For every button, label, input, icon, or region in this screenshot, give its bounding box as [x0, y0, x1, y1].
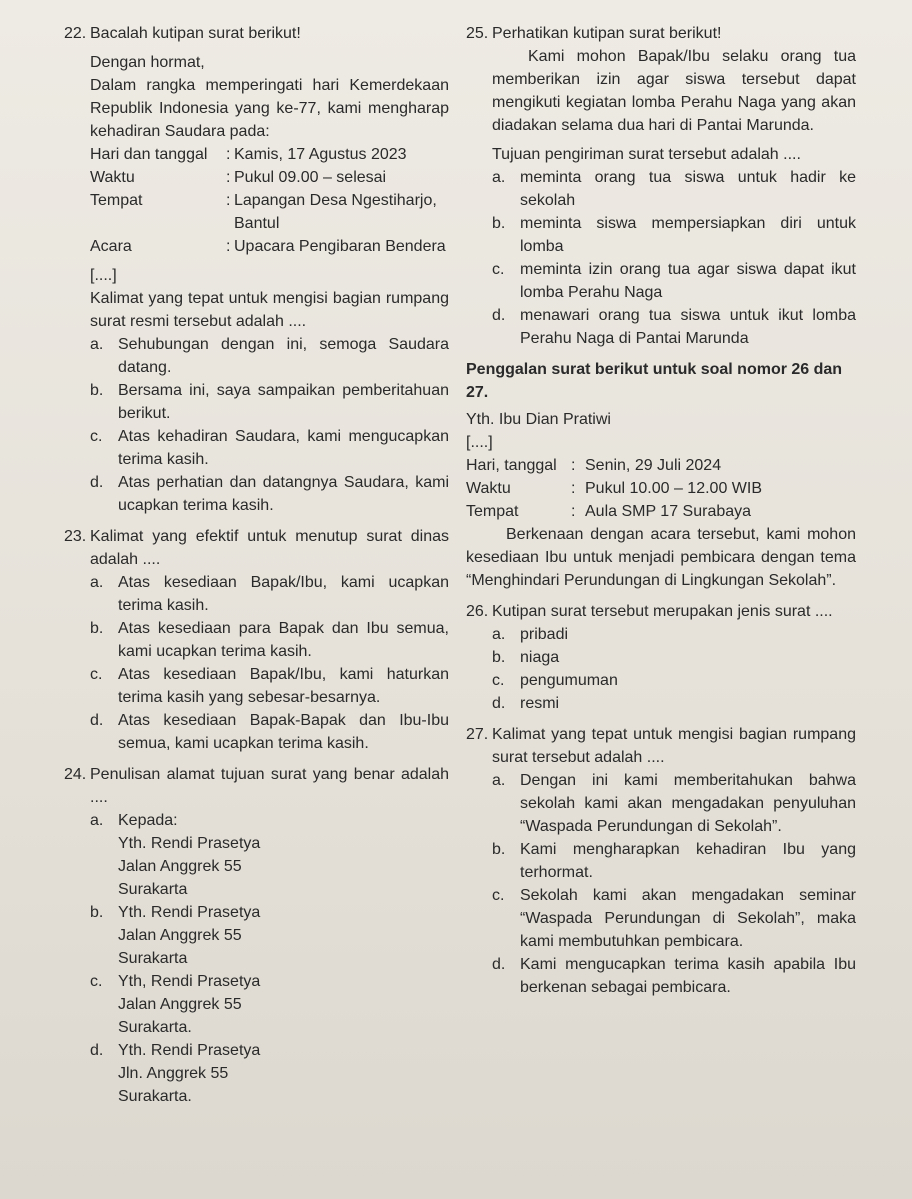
question-number: 26. — [466, 603, 489, 620]
letter-blank: [....] — [90, 267, 117, 284]
question-number: 22. — [64, 25, 87, 42]
passage-recipient: Yth. Ibu Dian Pratiwi — [466, 411, 611, 428]
letter-excerpt — [64, 51, 449, 333]
option-c[interactable]: c. Atas kehadiran Saudara, kami mengucapkan terima kasih. — [90, 428, 449, 468]
letter-row: Tempat : Lapangan Desa Ngestiharjo, Bantul — [90, 192, 437, 232]
address-block: Yth. Rendi Prasetya Jln. Anggrek 55 Surakarta. — [118, 1042, 261, 1105]
option-a[interactable]: a. Dengan ini kami memberitahukan bahwa sekolah kami akan mengadakan penyuluhan “Waspada Perundungan di Sekolah”. — [492, 772, 856, 835]
question-26 — [466, 600, 856, 715]
options — [64, 333, 449, 517]
question-27 — [466, 723, 856, 999]
passage-26-27 — [466, 358, 856, 592]
option-a[interactable]: a. Kepada: Yth. Rendi Prasetya Jalan Anggrek 55 Surakarta — [90, 809, 449, 901]
passage-row: Waktu : Pukul 10.00 – 12.00 WIB — [466, 480, 762, 497]
left-column — [64, 22, 449, 1108]
question-text: Penulisan alamat tujuan surat yang benar adalah .... — [90, 766, 449, 806]
question-prompt: Bacalah kutipan surat berikut! — [90, 25, 301, 42]
option-d[interactable]: d. Atas perhatian dan datangnya Saudara, kami ucapkan terima kasih. — [90, 474, 449, 514]
question-prompt: Perhatikan kutipan surat berikut! — [492, 25, 722, 42]
question-22 — [64, 22, 449, 517]
option-b[interactable]: b. Kami mengharapkan kehadiran Ibu yang terhormat. — [492, 841, 856, 881]
options — [64, 571, 449, 755]
option-c[interactable]: c. Sekolah kami akan mengadakan seminar “Waspada Perundungan di Sekolah”, maka kami membutuhkan pembicara. — [492, 887, 856, 950]
option-b[interactable]: b. Atas kesediaan para Bapak dan Ibu semua, kami ucapkan terima kasih. — [90, 620, 449, 660]
passage-row: Tempat : Aula SMP 17 Surabaya — [466, 503, 752, 520]
letter-row: Acara : Upacara Pengibaran Bendera — [90, 238, 446, 255]
address-block: Yth. Rendi Prasetya Jalan Anggrek 55 Surakarta — [118, 904, 261, 967]
option-c[interactable]: c. Atas kesediaan Bapak/Ibu, kami haturkan terima kasih yang sebesar-besarnya. — [90, 666, 449, 706]
address-block: Yth, Rendi Prasetya Jalan Anggrek 55 Surakarta. — [118, 973, 261, 1036]
option-d[interactable]: d. resmi — [492, 695, 560, 712]
passage-row: Hari, tanggal : Senin, 29 Juli 2024 — [466, 457, 722, 474]
question-text: Kalimat yang tepat untuk mengisi bagian rumpang surat tersebut adalah .... — [492, 726, 856, 766]
option-c[interactable]: c. Yth, Rendi Prasetya Jalan Anggrek 55 Surakarta. — [90, 970, 449, 1039]
question-text: Kutipan surat tersebut merupakan jenis surat .... — [492, 603, 833, 620]
address-block: Kepada: Yth. Rendi Prasetya Jalan Anggrek 55 Surakarta — [118, 812, 261, 898]
letter-body: Dalam rangka memperingati hari Kemerdekaan Republik Indonesia yang ke-77, kami mengharap kehadiran Saudara pada: — [90, 77, 449, 140]
option-a[interactable]: a. Sehubungan dengan ini, semoga Saudara datang. — [90, 336, 449, 376]
options — [466, 166, 856, 350]
options — [466, 769, 856, 999]
question-23 — [64, 525, 449, 755]
option-a[interactable]: a. Atas kesediaan Bapak/Ibu, kami ucapkan terima kasih. — [90, 574, 449, 614]
question-24 — [64, 763, 449, 1108]
option-d[interactable]: d. menawari orang tua siswa untuk ikut lomba Perahu Naga di Pantai Marunda — [492, 307, 856, 347]
right-column — [466, 22, 856, 999]
option-a[interactable]: a. meminta orang tua siswa untuk hadir ke sekolah — [492, 169, 856, 209]
letter-row: Hari dan tanggal : Kamis, 17 Agustus 2023 — [90, 146, 407, 163]
passage-title: Penggalan surat berikut untuk soal nomor 26 dan 27. — [466, 361, 843, 401]
question-number: 25. — [466, 25, 489, 42]
question-text: Kalimat yang efektif untuk menutup surat dinas adalah .... — [90, 528, 449, 568]
option-d[interactable]: d. Kami mengucapkan terima kasih apabila Ibu berkenan sebagai pembicara. — [492, 956, 856, 996]
letter-salutation: Dengan hormat, — [90, 54, 205, 71]
option-a[interactable]: a. pribadi — [492, 626, 569, 643]
question-text: Tujuan pengiriman surat tersebut adalah .... — [492, 146, 801, 163]
option-b[interactable]: b. niaga — [492, 649, 560, 666]
question-number: 24. — [64, 766, 87, 783]
option-b[interactable]: b. Bersama ini, saya sampaikan pemberitahuan berikut. — [90, 382, 449, 422]
option-d[interactable]: d. Atas kesediaan Bapak-Bapak dan Ibu-Ibu semua, kami ucapkan terima kasih. — [90, 712, 449, 752]
options — [64, 809, 449, 1108]
question-text: Kalimat yang tepat untuk mengisi bagian rumpang surat resmi tersebut adalah .... — [90, 290, 449, 330]
option-c[interactable]: c. pengumuman — [492, 672, 618, 689]
option-d[interactable]: d. Yth. Rendi Prasetya Jln. Anggrek 55 Surakarta. — [90, 1039, 449, 1108]
question-number: 23. — [64, 528, 87, 545]
letter-excerpt: Kami mohon Bapak/Ibu selaku orang tua memberikan izin agar siswa tersebut dapat mengikuti kegiatan lomba Perahu Naga yang akan diadakan selama dua hari di Pantai Marunda. — [492, 48, 856, 134]
option-b[interactable]: b. meminta siswa mempersiapkan diri untuk lomba — [492, 215, 856, 255]
letter-row: Waktu : Pukul 09.00 – selesai — [90, 169, 387, 186]
passage-closing: Berkenaan dengan acara tersebut, kami mohon kesediaan Ibu untuk menjadi pembicara dengan tema “Menghindari Perundungan di Lingkungan Sekolah”. — [466, 526, 856, 589]
option-c[interactable]: c. meminta izin orang tua agar siswa dapat ikut lomba Perahu Naga — [492, 261, 856, 301]
options — [466, 623, 856, 715]
question-number: 27. — [466, 726, 489, 743]
passage-blank: [....] — [466, 434, 493, 451]
option-b[interactable]: b. Yth. Rendi Prasetya Jalan Anggrek 55 Surakarta — [90, 901, 449, 970]
question-25 — [466, 22, 856, 350]
